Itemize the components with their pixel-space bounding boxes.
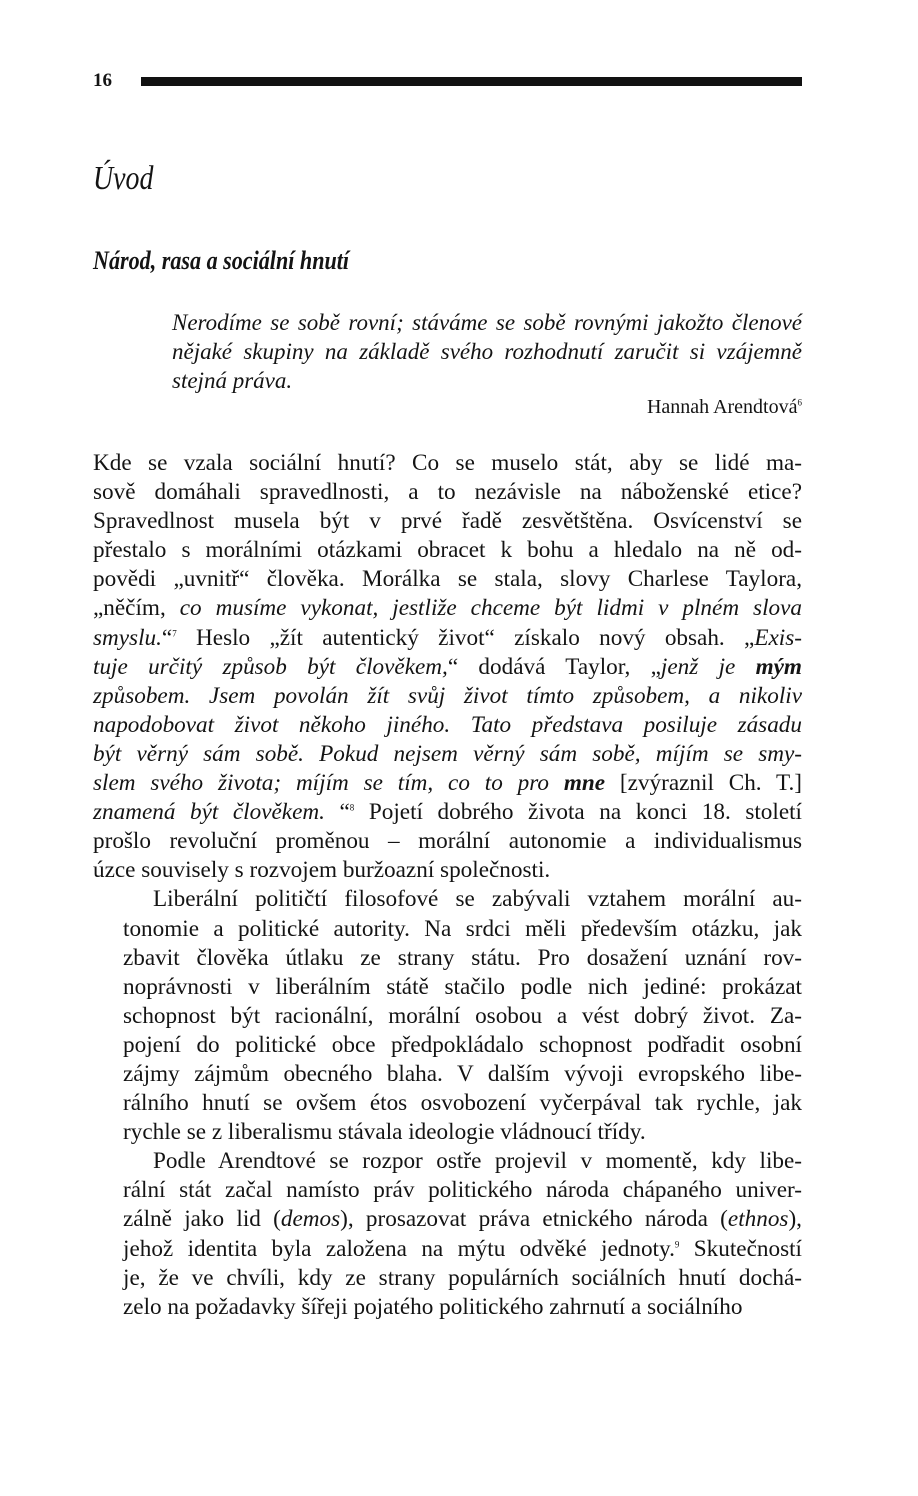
text-run: rálního hnutí se ovšem étos osvobození vyčerpával tak rychle, jak — [123, 1090, 802, 1117]
text-line — [93, 449, 802, 478]
footnote-marker: 9 — [674, 1238, 680, 1249]
text-run: ), — [788, 1206, 802, 1233]
text-line — [93, 1118, 802, 1147]
text-run: Heslo „žít autentický život“ získalo nový obsah. „ — [176, 624, 755, 651]
text-run: [zvýraznil Ch. T.] — [605, 770, 802, 797]
text-run: zálně jako lid ( — [123, 1206, 281, 1233]
footnote-marker: 8 — [349, 802, 355, 813]
body-text — [93, 449, 802, 1322]
italic-text: napodobovat život někoho jiného. Tato představa posiluje zásadu — [93, 711, 802, 738]
epigraph-attribution — [647, 396, 802, 419]
text-line — [93, 1235, 802, 1264]
chapter-title: Úvod — [93, 160, 154, 197]
italic-text: slem svého života; míjím se tím, co to pro — [93, 770, 564, 797]
text-line — [93, 682, 802, 711]
text-run: “ — [161, 624, 173, 651]
text-run: prošlo revoluční proměnou – morální autonomie a individualismus — [93, 828, 802, 855]
italic-text: demos — [280, 1206, 341, 1233]
text-run: je, že ve chvíli, kdy ze strany populárních sociálních hnutí dochá- — [123, 1264, 802, 1291]
footnote-marker: 6 — [797, 397, 802, 408]
text-line — [93, 1031, 802, 1060]
text-line — [93, 1293, 802, 1322]
text-run: schopnost být racionální, morální osobou a vést dobrý život. Za- — [123, 1002, 802, 1029]
italic-text: jenž je — [660, 653, 756, 680]
text-line — [93, 769, 802, 798]
text-line — [93, 856, 802, 885]
emphasized-text: mne — [563, 770, 606, 797]
text-line — [93, 478, 802, 507]
text-line — [93, 624, 802, 653]
text-run: ), prosazovat práva etnického národa ( — [340, 1206, 728, 1233]
text-line — [93, 1089, 802, 1118]
text-line — [93, 565, 802, 594]
body-paragraph — [93, 1147, 802, 1322]
body-paragraph — [93, 885, 802, 1147]
footnote-marker: 7 — [172, 627, 177, 638]
text-run: zbavit člověka útlaku ze strany státu. Pro dosažení uznání rov- — [123, 944, 802, 971]
text-line — [93, 740, 802, 769]
text-line — [93, 973, 802, 1002]
text-line — [93, 1176, 802, 1205]
text-line — [93, 827, 802, 856]
text-line — [93, 1060, 802, 1089]
text-run: rální stát začal namísto práv politického národa chápaného univer- — [123, 1177, 802, 1204]
text-line — [93, 594, 802, 623]
text-line — [93, 1147, 802, 1176]
text-line — [93, 507, 802, 536]
italic-text: tuje určitý způsob být člověkem, — [93, 653, 448, 680]
text-run: Spravedlnost musela být v prvé řadě zesvětštěna. Osvícenství se — [93, 508, 802, 535]
text-line — [93, 885, 802, 914]
italic-text: smyslu. — [93, 624, 162, 651]
italic-text: Exis- — [754, 624, 802, 651]
text-run: úzce souvisely s rozvojem buržoazní společnosti. — [93, 857, 551, 884]
text-run: povědi „uvnitř“ člověka. Morálka se stala, slovy Charlese Taylora, — [93, 566, 802, 593]
italic-text: ethnos — [727, 1206, 789, 1233]
text-line — [93, 1002, 802, 1031]
header-rule — [141, 77, 802, 86]
body-paragraph — [93, 449, 802, 885]
text-run: “ dodává Taylor, „ — [447, 653, 661, 680]
text-line — [93, 1205, 802, 1234]
italic-text: znamená být člověkem. — [93, 799, 325, 826]
text-run: jehož identita byla založena na mýtu odvěké jednoty. — [123, 1235, 675, 1262]
text-line — [93, 536, 802, 565]
text-run: přestalo s morálními otázkami obracet k bohu a hledalo na ně od- — [93, 537, 802, 564]
text-run: zájmy zájmům obecného blaha. V dalším vývoji evropského libe- — [123, 1060, 802, 1087]
text-line — [93, 1264, 802, 1293]
text-run: „něčím, — [93, 595, 180, 622]
epigraph-quote: Nerodíme se sobě rovní; stáváme se sobě rovnými jakožto členové nějaké skupiny na základě svého rozhodnutí zaručit si vzájemně stejná práva. — [172, 310, 802, 393]
text-line — [93, 798, 802, 827]
text-line — [93, 915, 802, 944]
text-line — [93, 944, 802, 973]
italic-text: způsobem. Jsem povolán žít svůj život tímto způsobem, a nikoliv — [93, 682, 802, 709]
text-run: noprávnosti v liberálním státě stačilo podle nich jediné: prokázat — [123, 973, 802, 1000]
text-run: sově domáhali spravedlnosti, a to nezávisle na náboženské etice? — [93, 479, 802, 506]
text-run: Liberální političtí filosofové se zabývali vztahem morální au- — [153, 886, 802, 913]
text-run: “ — [324, 799, 350, 826]
emphasized-text: mým — [755, 653, 802, 680]
text-run: Pojetí dobrého života na konci 18. století — [354, 799, 802, 826]
text-run: rychle se z liberalismu stávala ideologie vládnoucí třídy. — [123, 1119, 646, 1146]
text-run: Kde se vzala sociální hnutí? Co se muselo stát, aby se lidé ma- — [93, 450, 802, 476]
text-line — [93, 653, 802, 682]
text-line — [93, 711, 802, 740]
epigraph-author: Hannah Arendtová — [646, 396, 798, 418]
text-run: pojení do politické obce předpokládalo schopnost podřadit osobní — [123, 1031, 802, 1058]
text-run: zelo na požadavky šířeji pojatého politického zahrnutí a sociálního — [123, 1293, 743, 1320]
text-run: Podle Arendtové se rozpor ostře projevil v momentě, kdy libe- — [153, 1148, 802, 1175]
page-number: 16 — [93, 70, 112, 91]
italic-text: být věrný sám sobě. Pokud nejsem věrný sám sobě, míjím se smy- — [93, 740, 802, 767]
italic-text: co musíme vykonat, jestliže chceme být lidmi v plném slova — [179, 595, 802, 622]
text-run: Skutečností — [679, 1235, 802, 1262]
section-title: Národ, rasa a sociální hnutí — [93, 246, 350, 275]
text-run: tonomie a politické autority. Na srdci měli především otázku, jak — [123, 915, 802, 942]
